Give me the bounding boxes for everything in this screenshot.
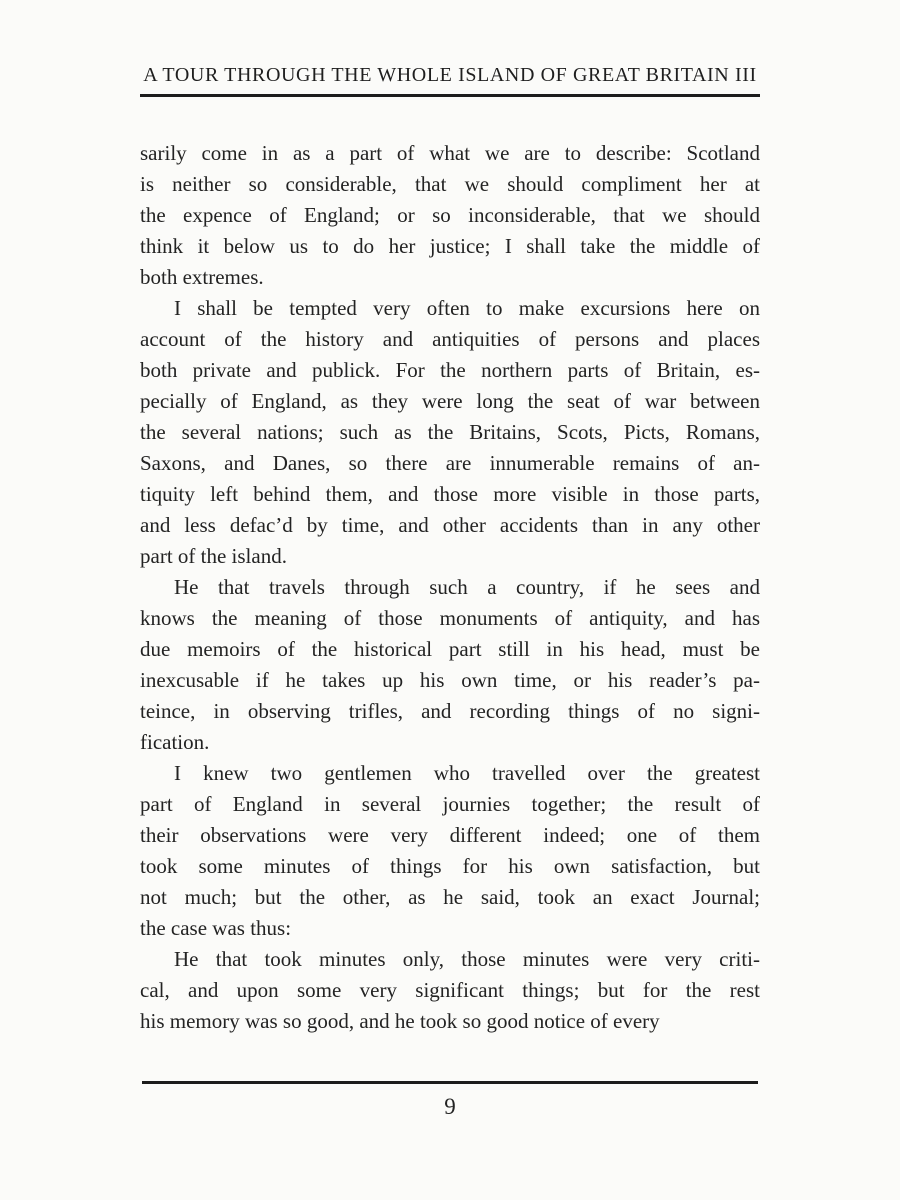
text-line: and less defac’d by time, and other accidents than in any other: [140, 513, 760, 537]
text-line: not much; but the other, as he said, took an exact Journal;: [140, 885, 760, 909]
text-line: pecially of England, as they were long the seat of war between: [140, 389, 760, 413]
text-line: knows the meaning of those monuments of antiquity, and has: [140, 606, 760, 630]
paragraph: [140, 944, 760, 1037]
text-line: think it below us to do her justice; I shall take the middle of: [140, 234, 760, 258]
text-line: the case was thus:: [140, 916, 292, 940]
page-number: 9: [444, 1094, 456, 1119]
text-line: both extremes.: [140, 265, 264, 289]
paragraph: [140, 293, 760, 572]
page-body: [140, 138, 760, 1037]
text-line: due memoirs of the historical part still in his head, must be: [140, 637, 760, 661]
text-line: Saxons, and Danes, so there are innumerable remains of an-: [140, 451, 760, 475]
paragraph: [140, 758, 760, 944]
text-line: He that took minutes only, those minutes were very criti-: [174, 947, 760, 971]
running-header: [140, 64, 760, 97]
text-line: sarily come in as a part of what we are to describe: Scotland: [140, 141, 760, 165]
header-rule: [140, 94, 760, 97]
text-line: his memory was so good, and he took so good notice of every: [140, 1009, 660, 1033]
text-line: both private and publick. For the northern parts of Britain, es-: [140, 358, 760, 382]
text-line: inexcusable if he takes up his own time, or his reader’s pa-: [140, 668, 760, 692]
paragraph: [140, 572, 760, 758]
text-line: the several nations; such as the Britains, Scots, Picts, Romans,: [140, 420, 760, 444]
text-line: I knew two gentlemen who travelled over the greatest: [174, 761, 760, 785]
text-line: He that travels through such a country, if he sees and: [174, 575, 760, 599]
text-line: their observations were very different indeed; one of them: [140, 823, 760, 847]
text-line: part of England in several journies together; the result of: [140, 792, 760, 816]
running-header-title: A TOUR THROUGH THE WHOLE ISLAND OF GREAT BRITAIN III: [143, 64, 757, 86]
text-line: cal, and upon some very significant things; but for the rest: [140, 978, 760, 1002]
footer-rule: [142, 1081, 758, 1084]
text-line: teince, in observing trifles, and recording things of no signi-: [140, 699, 760, 723]
text-line: fication.: [140, 730, 210, 754]
text-line: is neither so considerable, that we should compliment her at: [140, 172, 760, 196]
text-line: the expence of England; or so inconsiderable, that we should: [140, 203, 760, 227]
text-line: tiquity left behind them, and those more visible in those parts,: [140, 482, 760, 506]
page-footer: [142, 1081, 758, 1120]
text-line: account of the history and antiquities of persons and places: [140, 327, 760, 351]
text-line: I shall be tempted very often to make excursions here on: [174, 296, 760, 320]
paragraph: [140, 138, 760, 293]
text-line: took some minutes of things for his own satisfaction, but: [140, 854, 760, 878]
text-line: part of the island.: [140, 544, 287, 568]
